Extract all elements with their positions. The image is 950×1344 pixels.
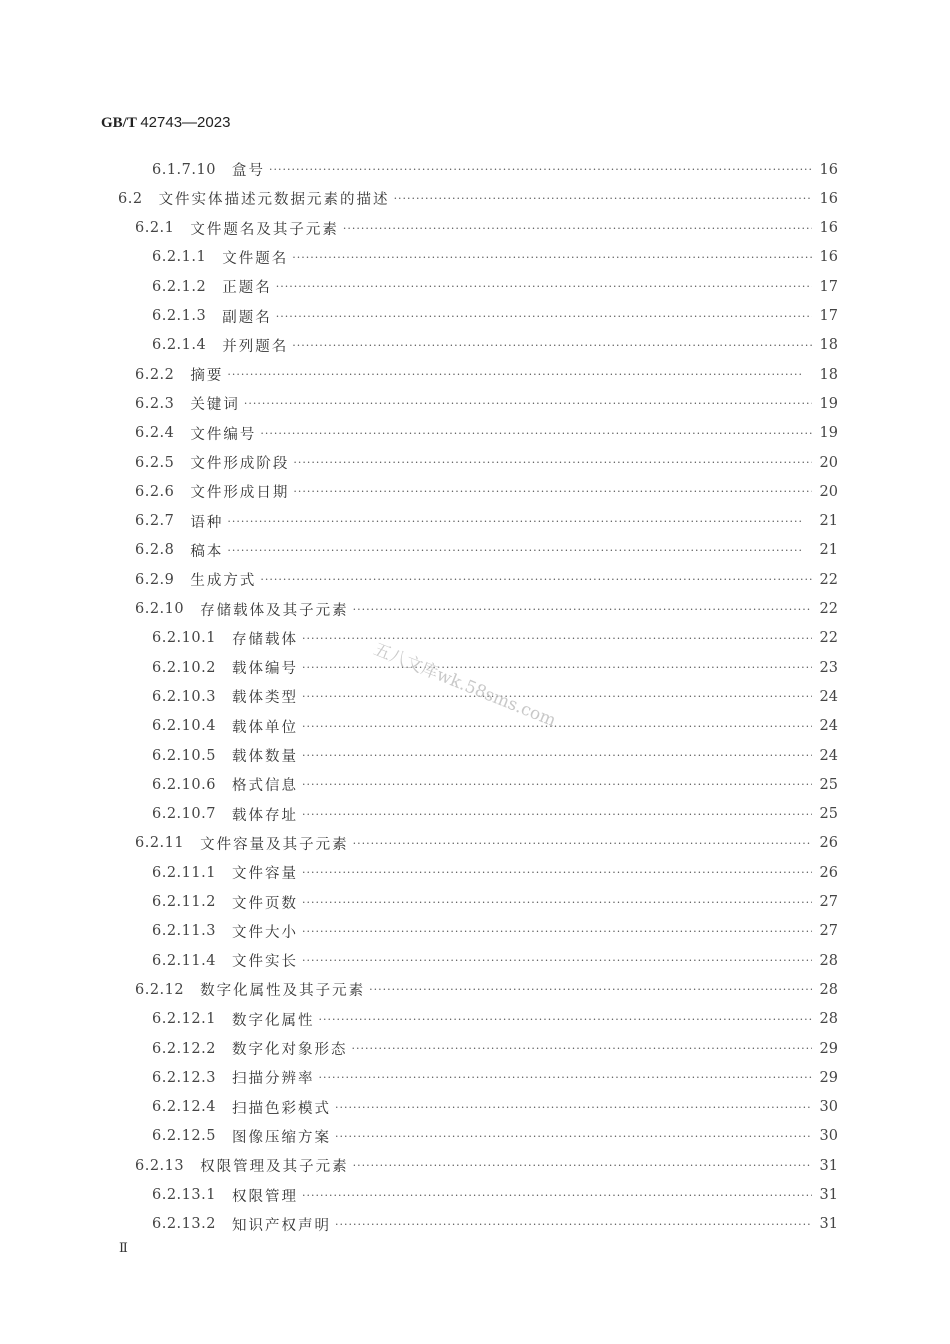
toc-entry-number: 6.2.3 — [135, 395, 175, 412]
toc-entry-title: 载体单位 — [231, 719, 298, 736]
toc-entry-page: 21 — [819, 513, 838, 530]
toc-entry-title: 文件实体描述元数据元素的描述 — [158, 192, 390, 209]
toc-entry-page: 19 — [819, 395, 838, 412]
toc-entry[interactable] — [152, 712, 838, 741]
toc-entry-page: 16 — [819, 161, 838, 178]
dot-leader — [302, 661, 812, 674]
toc-entry-number: 6.2.10.6 — [152, 776, 216, 793]
toc-entry-page: 25 — [819, 776, 838, 793]
toc-entry-title: 载体存址 — [231, 807, 298, 824]
toc-entry-title: 正题名 — [222, 280, 272, 297]
dot-leader — [244, 397, 812, 410]
toc-entry-title: 文件形成阶段 — [190, 456, 290, 472]
toc-entry-number: 6.2.8 — [135, 542, 175, 559]
toc-entry[interactable] — [135, 389, 838, 418]
toc-entry-title: 数字化属性 — [231, 1012, 315, 1029]
toc-entry-page: 30 — [819, 1128, 838, 1145]
toc-entry[interactable] — [152, 946, 838, 975]
dot-leader — [302, 1189, 812, 1202]
toc-entry-title: 数字化对象形态 — [231, 1042, 348, 1058]
toc-entry-page: 24 — [819, 718, 838, 735]
dot-leader — [227, 368, 812, 381]
toc-entry[interactable] — [152, 1063, 838, 1092]
toc-entry[interactable] — [135, 536, 838, 565]
toc-entry-page: 25 — [819, 806, 838, 823]
dot-leader — [292, 339, 812, 352]
dot-leader — [260, 573, 812, 586]
dot-leader — [302, 720, 812, 733]
toc-entry-number: 6.2.11 — [135, 835, 185, 852]
dot-leader — [302, 925, 812, 938]
toc-entry-number: 6.2 — [118, 190, 143, 207]
toc-entry[interactable] — [152, 741, 838, 770]
toc-entry-page: 16 — [819, 190, 838, 207]
standard-number: 42743—2023 — [140, 114, 231, 131]
toc-entry-page: 29 — [819, 1040, 838, 1057]
toc-entry-page: 22 — [819, 630, 838, 647]
dot-leader — [353, 1159, 812, 1172]
toc-entry-number: 6.2.10.4 — [152, 718, 216, 735]
toc-entry-number: 6.2.12.5 — [152, 1128, 216, 1145]
toc-entry-number: 6.2.10.3 — [152, 688, 216, 705]
toc-entry-page: 19 — [819, 425, 838, 442]
toc-entry[interactable] — [135, 507, 838, 536]
toc-entry[interactable] — [152, 653, 838, 682]
toc-entry-page: 23 — [819, 659, 838, 676]
toc-entry-page: 16 — [819, 220, 838, 237]
toc-entry-title: 文件实长 — [231, 954, 298, 971]
toc-entry[interactable] — [152, 770, 838, 799]
toc-entry-number: 6.2.10.7 — [152, 806, 216, 823]
toc-entry[interactable] — [135, 360, 838, 389]
toc-entry-page: 26 — [819, 835, 838, 852]
dot-leader — [302, 749, 812, 762]
standard-prefix: GB/T — [101, 115, 137, 131]
toc-entry-number: 6.2.9 — [135, 571, 175, 588]
toc-entry[interactable] — [152, 800, 838, 829]
toc-entry-title: 权限管理 — [231, 1188, 298, 1205]
toc-entry[interactable] — [152, 302, 838, 331]
toc-entry-title: 数字化属性及其子元素 — [200, 983, 366, 1000]
toc-entry-title: 格式信息 — [231, 778, 298, 795]
watermark: 五八文库wk.58sms.com — [370, 639, 559, 732]
toc-entry-page: 24 — [819, 688, 838, 705]
toc-entry-title: 载体编号 — [231, 661, 298, 678]
toc-entry-page: 17 — [819, 278, 838, 295]
toc-entry-number: 6.2.12.4 — [152, 1099, 216, 1116]
toc-entry-number: 6.2.1.1 — [152, 249, 207, 266]
toc-entry[interactable] — [118, 184, 838, 213]
toc-entry-title: 稿本 — [190, 543, 224, 560]
toc-entry-title: 文件页数 — [231, 895, 298, 912]
dot-leader — [302, 896, 812, 909]
toc-entry-title: 语种 — [190, 514, 224, 531]
toc-entry-page: 31 — [819, 1216, 838, 1233]
dot-leader — [335, 1101, 812, 1114]
toc-entry-number: 6.1.7.10 — [152, 161, 216, 178]
toc-entry-title: 摘要 — [190, 368, 224, 385]
toc-entry[interactable] — [135, 975, 838, 1004]
dot-leader — [302, 808, 812, 821]
toc-entry-number: 6.2.10 — [135, 601, 185, 617]
toc-entry-title: 存储载体 — [231, 631, 298, 648]
dot-leader — [302, 954, 812, 967]
toc-entry[interactable] — [152, 1005, 838, 1034]
dot-leader — [343, 222, 812, 235]
toc-entry-title: 载体类型 — [231, 690, 298, 707]
toc-entry-title: 文件大小 — [231, 924, 298, 941]
toc-entry-number: 6.2.5 — [135, 454, 175, 471]
toc-entry-page: 30 — [819, 1099, 838, 1116]
toc-entry[interactable] — [152, 1210, 838, 1239]
dot-leader — [351, 1042, 812, 1055]
toc-entry[interactable] — [135, 1151, 838, 1180]
toc-entry[interactable] — [152, 331, 838, 360]
toc-entry-page: 18 — [819, 366, 838, 383]
toc-entry[interactable] — [135, 595, 838, 624]
toc-entry-number: 6.2.11.3 — [152, 923, 216, 940]
dot-leader — [276, 310, 812, 323]
dot-leader — [353, 837, 812, 850]
toc-entry-page: 20 — [819, 483, 838, 500]
toc-entry[interactable] — [152, 917, 838, 946]
toc-entry[interactable] — [152, 1093, 838, 1122]
toc-entry-number: 6.2.1.4 — [152, 337, 207, 354]
toc-entry-page: 22 — [819, 571, 838, 588]
dot-leader — [302, 778, 812, 791]
dot-leader — [227, 544, 812, 557]
dot-leader — [318, 1013, 812, 1026]
toc-entry[interactable] — [135, 477, 838, 506]
toc-entry-title: 文件题名及其子元素 — [190, 221, 339, 238]
dot-leader — [302, 866, 812, 879]
toc-entry-title: 扫描色彩模式 — [231, 1100, 331, 1117]
toc-entry-page: 22 — [819, 601, 838, 617]
toc-entry-page: 20 — [819, 454, 838, 471]
toc-entry-title: 并列题名 — [222, 338, 289, 355]
toc-entry-title: 扫描分辨率 — [231, 1071, 315, 1088]
toc-entry-title: 生成方式 — [190, 573, 257, 590]
toc-entry-title: 存储载体及其子元素 — [200, 602, 349, 619]
toc-entry-title: 文件题名 — [222, 250, 289, 267]
toc-entry-number: 6.2.12 — [135, 981, 185, 998]
toc-entry-number: 6.2.7 — [135, 513, 175, 530]
dot-leader — [276, 280, 812, 293]
toc-entry-page: 27 — [819, 923, 838, 940]
dot-leader — [292, 251, 812, 264]
toc-entry-page: 31 — [819, 1187, 838, 1203]
toc-entry[interactable] — [135, 214, 838, 243]
dot-leader — [293, 456, 812, 469]
standard-number-header — [101, 114, 230, 132]
dot-leader — [335, 1218, 812, 1231]
dot-leader — [353, 603, 812, 616]
toc-entry-page: 26 — [819, 864, 838, 881]
toc-entry[interactable] — [152, 155, 838, 184]
toc-entry[interactable] — [152, 272, 838, 301]
toc-entry-number: 6.2.1 — [135, 220, 175, 237]
toc-entry-number: 6.2.11.1 — [152, 864, 216, 881]
toc-entry-number: 6.2.10.1 — [152, 630, 216, 647]
toc-entry-number: 6.2.10.2 — [152, 659, 216, 676]
dot-leader — [293, 485, 812, 498]
toc-entry-number: 6.2.13.1 — [152, 1187, 216, 1203]
toc-entry-title: 载体数量 — [231, 749, 298, 765]
dot-leader — [318, 1071, 812, 1084]
dot-leader — [260, 427, 812, 440]
toc-entry-page: 21 — [819, 542, 838, 559]
toc-entry[interactable] — [152, 1034, 838, 1063]
toc-entry-title: 副题名 — [222, 309, 272, 326]
toc-entry-page: 16 — [819, 249, 838, 266]
toc-entry-title: 文件形成日期 — [190, 485, 290, 502]
toc-entry-number: 6.2.2 — [135, 366, 175, 383]
toc-entry[interactable] — [135, 565, 838, 594]
toc-entry-page: 27 — [819, 894, 838, 910]
dot-leader — [302, 690, 812, 703]
page-number: Ⅱ — [119, 1241, 128, 1256]
toc-entry[interactable] — [135, 829, 838, 858]
dot-leader — [369, 983, 812, 996]
toc-entry-page: 28 — [819, 952, 838, 969]
toc-entry-page: 31 — [819, 1157, 838, 1174]
toc-entry-title: 图像压缩方案 — [231, 1129, 331, 1146]
toc-entry-number: 6.2.1.2 — [152, 278, 207, 295]
toc-entry[interactable] — [152, 888, 838, 917]
dot-leader — [227, 515, 812, 528]
toc-entry-number: 6.2.12.2 — [152, 1040, 216, 1057]
toc-entry-page: 29 — [819, 1069, 838, 1086]
toc-entry-title: 权限管理及其子元素 — [200, 1159, 349, 1176]
toc-entry[interactable] — [152, 624, 838, 653]
toc-entry-number: 6.2.12.3 — [152, 1069, 216, 1086]
toc-entry-number: 6.2.1.3 — [152, 308, 207, 324]
toc-entry-title: 文件编号 — [190, 426, 257, 443]
toc-entry[interactable] — [135, 419, 838, 448]
toc-entry[interactable] — [135, 448, 838, 477]
dot-leader — [269, 163, 812, 176]
toc-entry-page: 17 — [819, 308, 838, 324]
toc-entry-page: 28 — [819, 1011, 838, 1028]
dot-leader — [394, 192, 812, 205]
toc-entry-number: 6.2.11.2 — [152, 894, 216, 910]
toc-entry-number: 6.2.12.1 — [152, 1011, 216, 1028]
toc-entry[interactable] — [152, 1122, 838, 1151]
toc-entry-title: 关键词 — [190, 397, 240, 414]
toc-entry[interactable] — [152, 1181, 838, 1210]
toc-entry-page: 24 — [819, 747, 838, 764]
toc-entry-page: 18 — [819, 337, 838, 354]
toc-entry-title: 文件容量 — [231, 866, 298, 883]
toc-entry-title: 盒号 — [231, 163, 265, 179]
toc-entry[interactable] — [152, 243, 838, 272]
toc-entry-number: 6.2.6 — [135, 483, 175, 500]
toc-entry-title: 文件容量及其子元素 — [200, 836, 349, 853]
toc-entry[interactable] — [152, 858, 838, 887]
toc-entry-title: 知识产权声明 — [231, 1217, 331, 1234]
toc-entry-number: 6.2.11.4 — [152, 952, 216, 969]
toc-entry-number: 6.2.10.5 — [152, 747, 216, 764]
toc-entry-number: 6.2.13 — [135, 1157, 185, 1174]
toc-entry-page: 28 — [819, 981, 838, 998]
toc-entry-number: 6.2.4 — [135, 425, 175, 442]
toc-entry-number: 6.2.13.2 — [152, 1216, 216, 1233]
dot-leader — [335, 1130, 812, 1143]
